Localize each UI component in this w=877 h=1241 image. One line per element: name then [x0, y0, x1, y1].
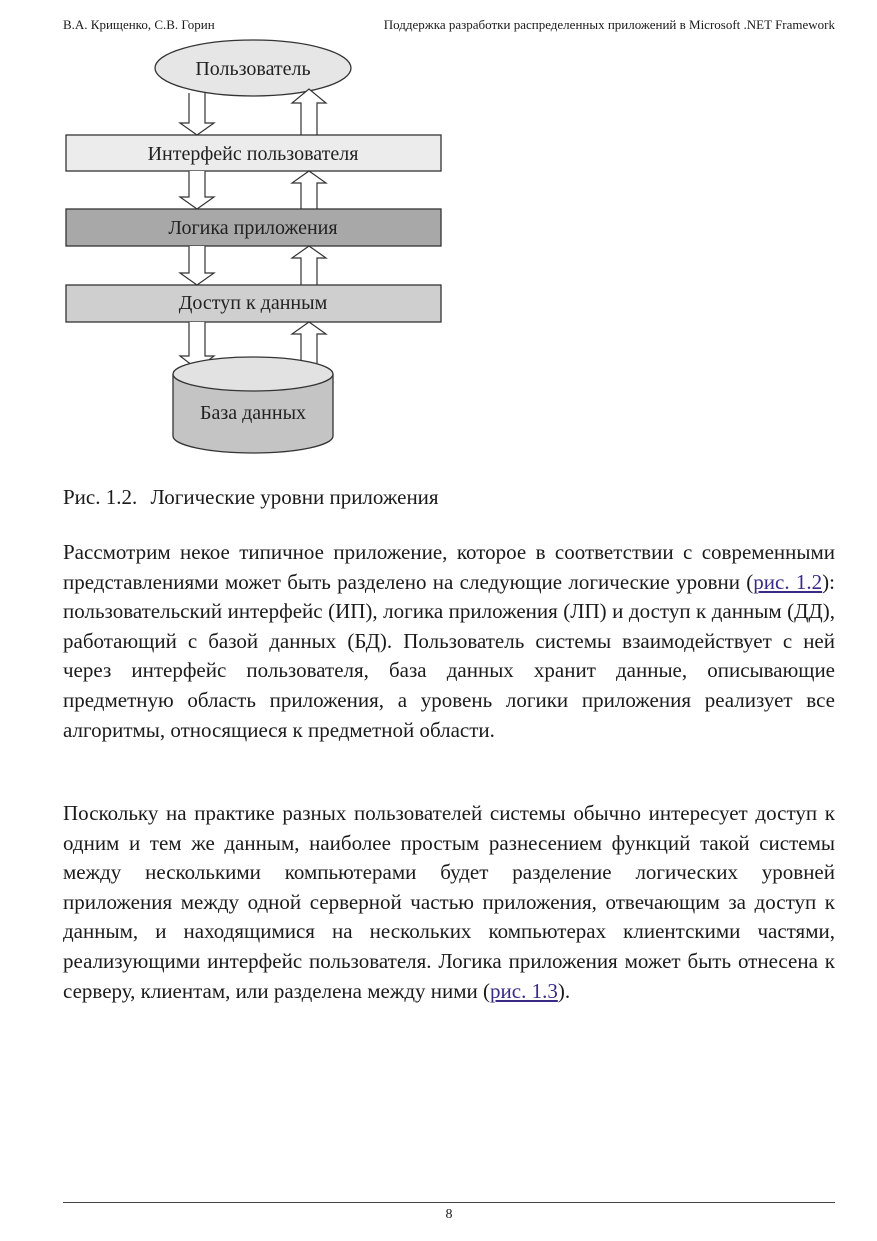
database-label: База данных — [199, 402, 307, 424]
arrow-down-user-ui — [180, 93, 214, 135]
arrow-up-ui-user — [292, 89, 326, 135]
arrow-down-ui-logic — [180, 171, 214, 209]
paragraph-1 — [63, 538, 835, 745]
header-book-title: Поддержка разработки распределенных приложений в Microsoft .NET Framework — [383, 17, 835, 32]
arrow-up-data-logic — [292, 246, 326, 285]
paragraph-2 — [63, 799, 835, 1006]
arrow-down-logic-data — [180, 246, 214, 285]
figure-1-2-link[interactable]: рис. 1.2 — [753, 569, 823, 594]
arrow-up-logic-ui — [292, 171, 326, 209]
caption-text: Логические уровни приложения — [150, 485, 439, 509]
caption-number: Рис. 1.2. — [63, 485, 138, 509]
paragraph-1-text-a: Рассмотрим некое типичное приложение, которое в соответствии с современными представлениями может быть разделено на следующие логические уровни ( — [63, 540, 835, 594]
header-authors: В.А. Крищенко, С.В. Горин — [63, 17, 215, 32]
ui-layer-label: Интерфейс пользователя — [147, 143, 359, 165]
figure-application-layers — [60, 36, 450, 461]
footer-divider — [63, 1202, 835, 1203]
figure-caption — [63, 484, 835, 510]
user-label: Пользователь — [195, 58, 311, 80]
paragraph-1-text-b: ): пользовательский интерфейс (ИП), логика приложения (ЛП) и доступ к данным (ДД), работающий с базой данных (БД). Пользователь системы взаимодействует с ней через интерфейс пользователя, база данных хранит данные, описывающие предметную область приложения, а уровень логики приложения реализует все алгоритмы, относящиеся к предметной области. — [63, 569, 835, 742]
paragraph-2-text-a: Поскольку на практике разных пользователей системы обычно интересует доступ к одним и тем же данным, наиболее простым разнесением функций такой системы между несколькими компьютерами будет разделение логических уровней приложения между одной серверной частью приложения, отвечающим за доступ к данным, и находящимися на нескольких компьютерах клиентскими частями, реализующими интерфейс пользователя. Логика приложения может быть отнесена к серверу, клиентам, или разделена между ними ( — [63, 801, 835, 1003]
logic-layer-label: Логика приложения — [168, 217, 338, 239]
figure-1-3-link[interactable]: рис. 1.3 — [490, 978, 558, 1003]
data-access-layer-label: Доступ к данным — [178, 292, 328, 314]
page-number: 8 — [445, 1207, 453, 1222]
paragraph-2-text-b: ). — [557, 978, 571, 1003]
